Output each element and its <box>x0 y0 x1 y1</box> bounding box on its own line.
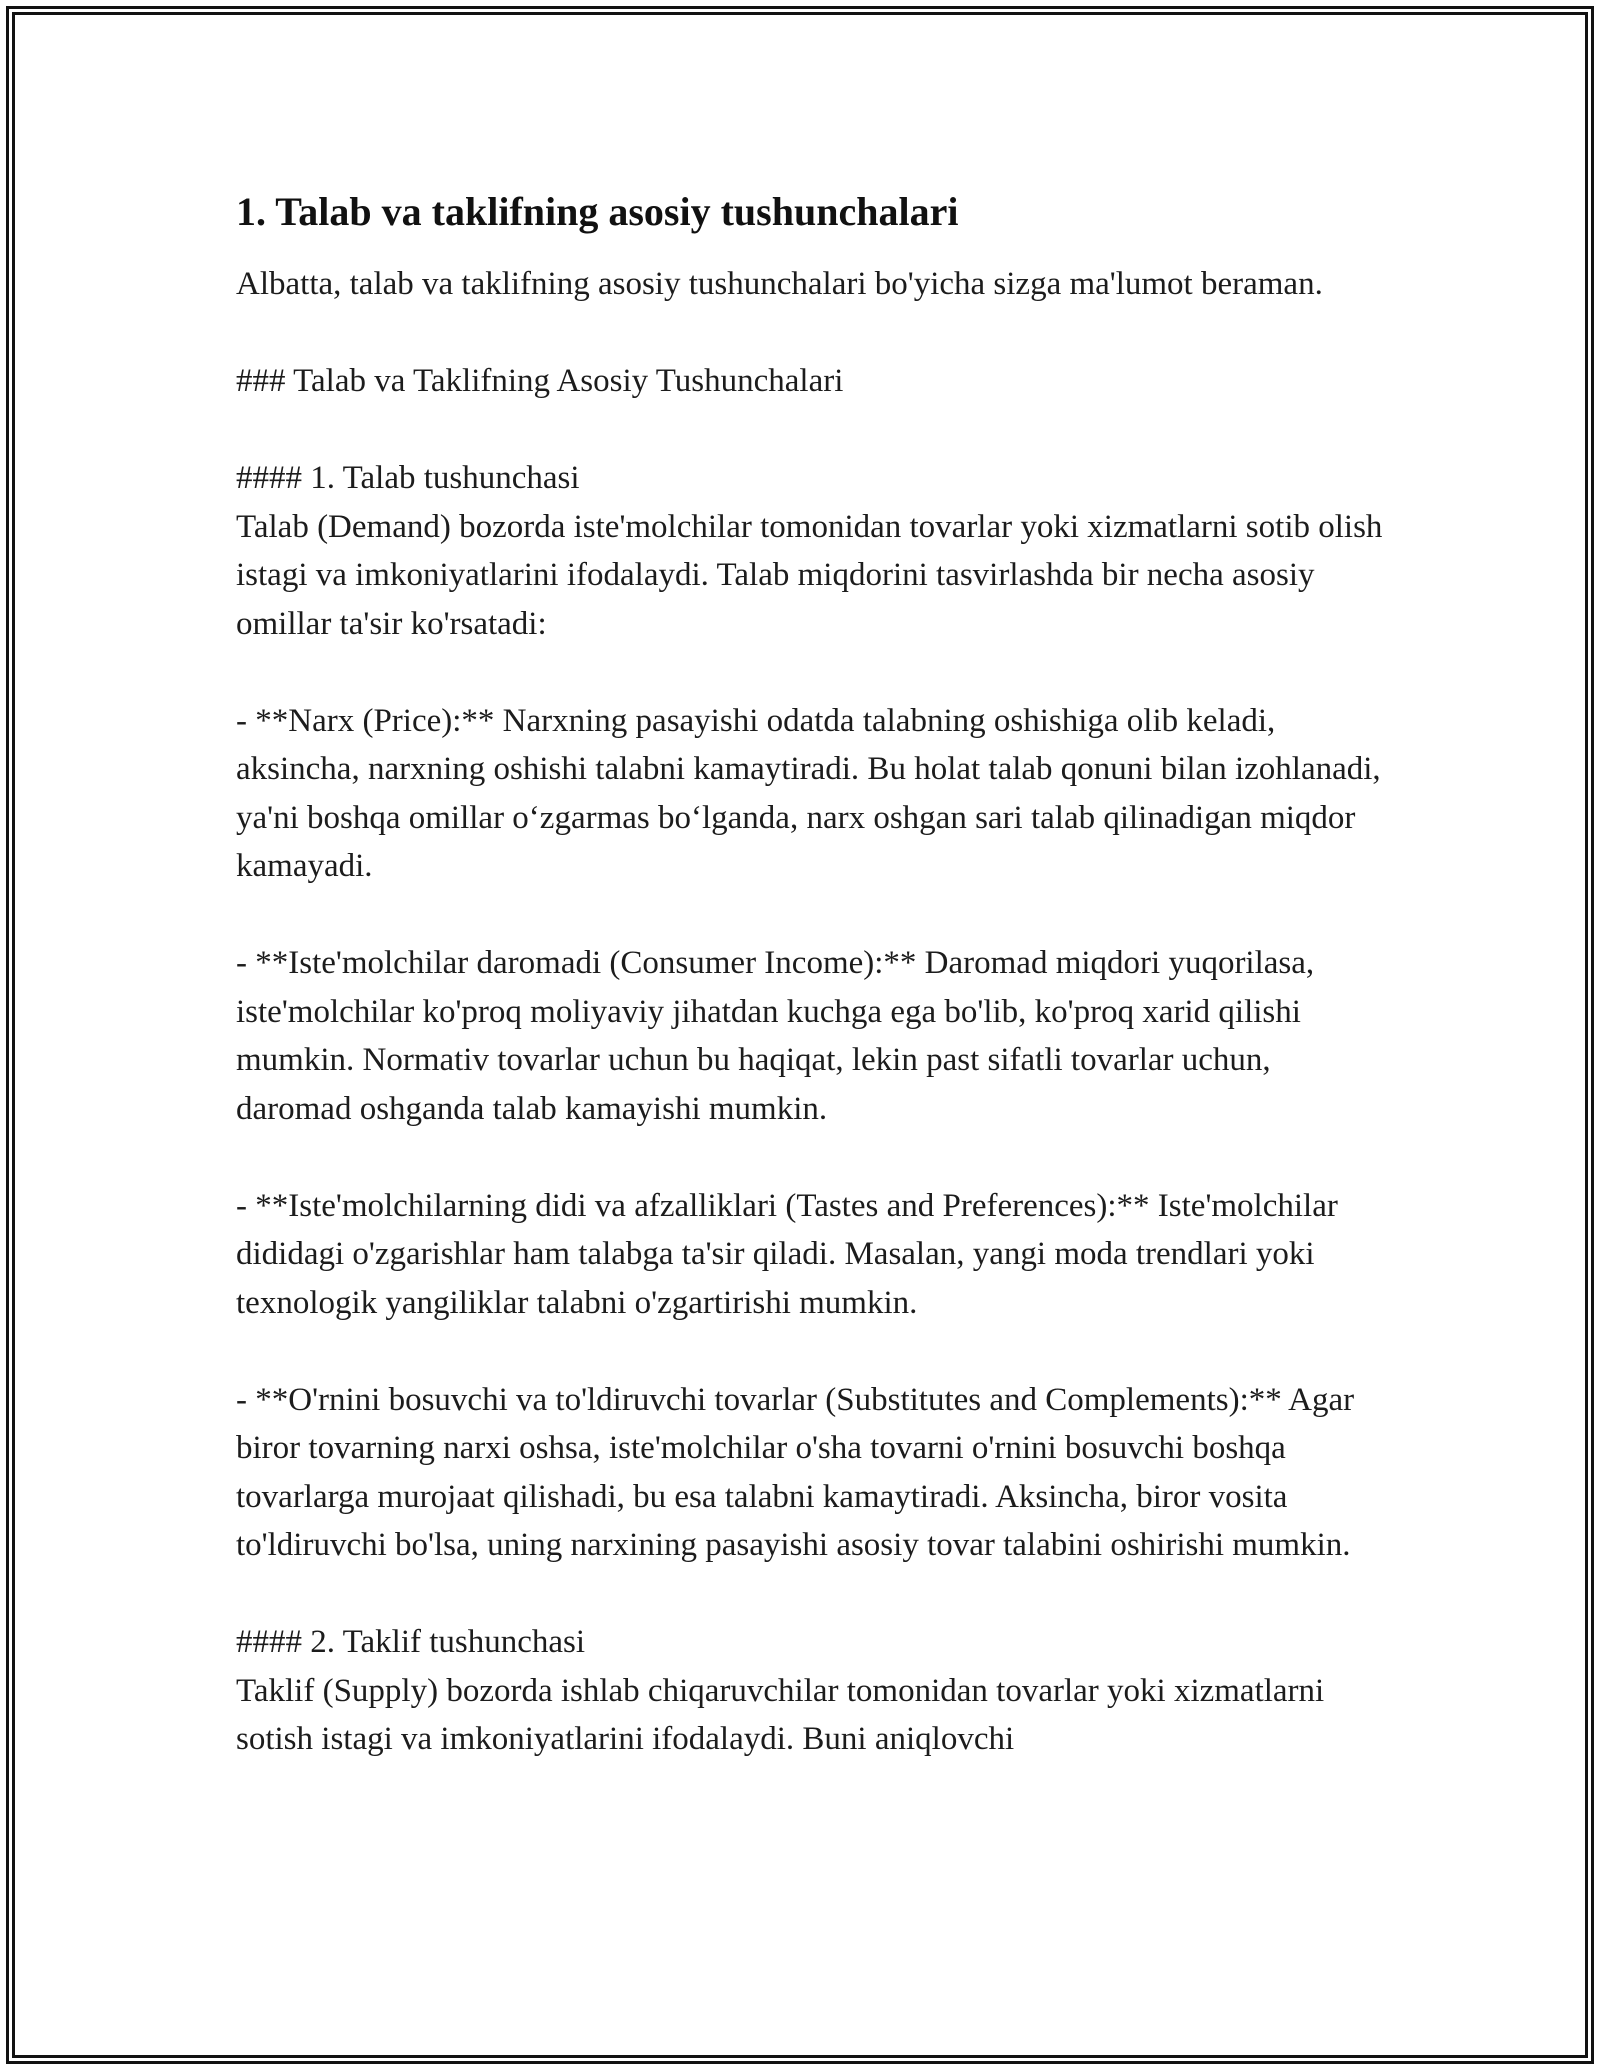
document-heading: 1. Talab va taklifning asosiy tushunchalari <box>236 189 959 234</box>
subsection-title-supply: #### 2. Taklif tushunchasi <box>236 1624 586 1660</box>
list-item-substitutes-complements: - **O'rnini bosuvchi va to'ldiruvchi tovarlar (Substitutes and Complements):** Agar biror tovarning narxi oshsa, iste'molchilar o'sha tovarni o'rnini bosuvchi boshqa tovarlarga murojaat qilishadi, bu esa talabni kamaytiradi. Aksincha, biror vosita to'ldiruvchi bo'lsa, uning narxining pasayishi asosiy tovar talabini oshirishi mumkin. <box>236 1381 1355 1563</box>
list-item-consumer-income: - **Iste'molchilar daromadi (Consumer Income):** Daromad miqdori yuqorilasa, iste'molchilar ko'proq moliyaviy jihatdan kuchga ega bo'lib, ko'proq xarid qilishi mumkin. Normativ tovarlar uchun bu haqiqat, lekin past sifatli tovarlar uchun, daromad oshganda talab kamayishi mumkin. <box>236 945 1315 1127</box>
subsection-title-demand: #### 1. Talab tushunchasi <box>236 460 580 496</box>
document-body <box>236 184 1386 1764</box>
demand-definition-paragraph: Talab (Demand) bozorda iste'molchilar tomonidan tovarlar yoki xizmatlarni sotib olish istagi va imkoniyatlarini ifodalaydi. Talab miqdorini tasvirlashda bir necha asosiy omillar ta'sir ko'rsatadi: <box>236 508 1383 642</box>
list-item-tastes-preferences: - **Iste'molchilarning didi va afzalliklari (Tastes and Preferences):** Iste'molchilar dididagi o'zgarishlar ham talabga ta'sir qiladi. Masalan, yangi moda trendlari yoki texnologik yangiliklar talabni o'zgartirishi mumkin. <box>236 1187 1338 1321</box>
intro-paragraph: Albatta, talab va taklifning asosiy tushunchalari bo'yicha sizga ma'lumot beraman. <box>236 266 1323 302</box>
list-item-price: - **Narx (Price):** Narxning pasayishi odatda talabning oshishiga olib keladi, aksincha, narxning oshishi talabni kamaytiradi. Bu holat talab qonuni bilan izohlanadi, ya'ni boshqa omillar o‘zgarmas bo‘lganda, narx oshgan sari talab qilinadigan miqdor kamayadi. <box>236 702 1381 884</box>
section-title: ### Talab va Taklifning Asosiy Tushunchalari <box>236 363 844 399</box>
supply-definition-paragraph: Taklif (Supply) bozorda ishlab chiqaruvchilar tomonidan tovarlar yoki xizmatlarni sotish istagi va imkoniyatlarini ifodalaydi. Buni aniqlovchi <box>236 1672 1325 1757</box>
